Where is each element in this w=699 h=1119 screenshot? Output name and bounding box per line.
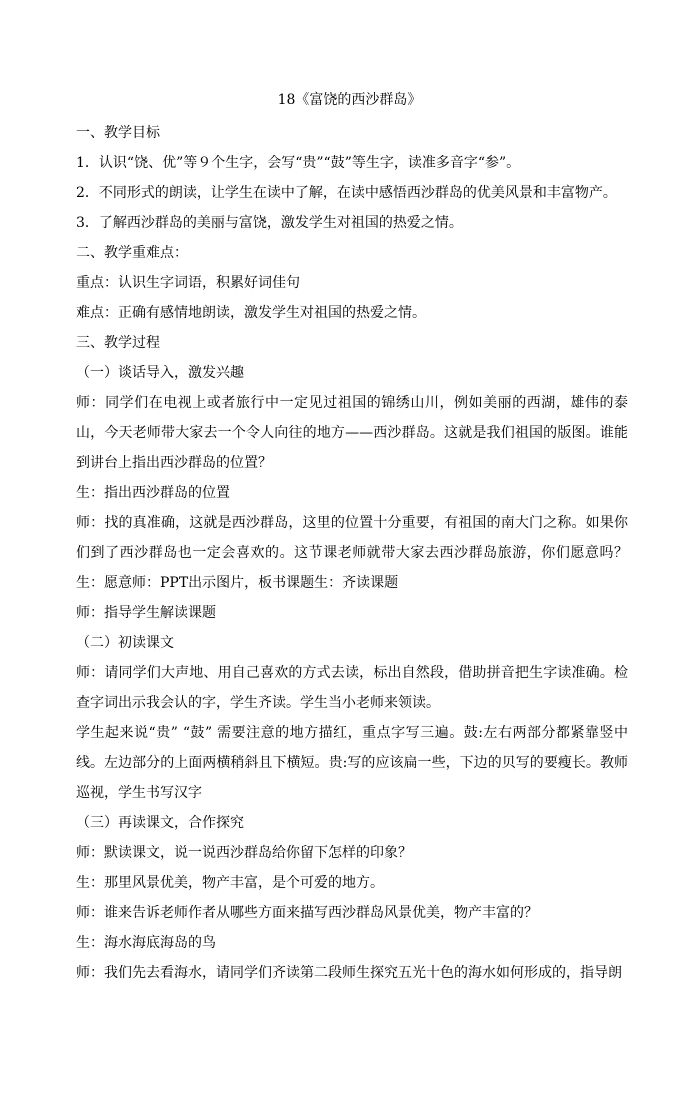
paragraph-teacher-title: 师：指导学生解读课题	[76, 605, 216, 621]
paragraph-student-aspects: 生：海水海底海岛的鸟	[76, 935, 216, 951]
objective-item-3: 3．了解西沙群岛的美丽与富饶，激发学生对祖国的热爱之情。	[76, 215, 463, 231]
document-body	[76, 118, 628, 988]
paragraph-student-answer: 生：那里风景优美，物产丰富，是个可爱的地方。	[76, 875, 384, 891]
document-title: 18《富饶的西沙群岛》	[277, 92, 422, 108]
section-heading-process: 三、教学过程	[76, 335, 160, 351]
paragraph-teacher-aspects: 师：谁来告诉老师作者从哪些方面来描写西沙群岛风景优美，物产丰富的？	[76, 905, 538, 921]
objective-item-1: 1．认识“饶、优”等９个生字，会写“贵”“鼓”等生字，读准多音字“参”。	[76, 155, 521, 171]
paragraph-teacher-question: 师：默读课文，说一说西沙群岛给你留下怎样的印象？	[76, 845, 412, 861]
paragraph-writing-guide: 学生起来说“贵” “鼓” 需要注意的地方描红，重点字写三遍。鼓:左右两部分都紧靠竖中线。左边部分的上面两横稍斜且下横短。贵:写的应该扁一些，下边的贝写的要瘦长。教师巡视，学生书写汉字	[76, 725, 628, 801]
paragraph-teacher-location: 师：找的真准确，这就是西沙群岛，这里的位置十分重要，有祖国的南大门之称。如果你们到了西沙群岛也一定会喜欢的。这节课老师就带大家去西沙群岛旅游，你们愿意吗？生：愿意师：PPT出示图片，板书课题生：齐读课题	[76, 515, 628, 591]
subsection-heading-reread: （三）再读课文，合作探究	[76, 815, 244, 831]
section-heading-objectives: 一、教学目标	[76, 125, 160, 141]
paragraph-student-point-map: 生：指出西沙群岛的位置	[76, 485, 230, 501]
key-point: 重点：认识生字词语，积累好词佳句	[76, 275, 300, 291]
difficult-point: 难点：正确有感情地朗读，激发学生对祖国的热爱之情。	[76, 305, 426, 321]
paragraph-teacher-reading: 师：请同学们大声地、用自己喜欢的方式去读，标出自然段，借助拼音把生字读准确。检查字词出示我会认的字，学生齐读。学生当小老师来领读。	[76, 665, 628, 711]
paragraph-teacher-sea: 师：我们先去看海水，请同学们齐读第二段师生探究五光十色的海水如何形成的，指导朗	[76, 965, 622, 981]
subsection-heading-first-reading: （二）初读课文	[76, 635, 174, 651]
subsection-heading-intro: （一）谈话导入，激发兴趣	[76, 365, 244, 381]
section-heading-key-points: 二、教学重难点：	[76, 245, 188, 261]
objective-item-2: 2．不同形式的朗读，让学生在读中了解，在读中感悟西沙群岛的优美风景和丰富物产。	[76, 185, 617, 201]
paragraph-teacher-intro: 师：同学们在电视上或者旅行中一定见过祖国的锦绣山川，例如美丽的西湖，雄伟的泰山，今天老师带大家去一个令人向往的地方——西沙群岛。这就是我们祖国的版图。谁能到讲台上指出西沙群岛的位置？	[76, 395, 628, 471]
